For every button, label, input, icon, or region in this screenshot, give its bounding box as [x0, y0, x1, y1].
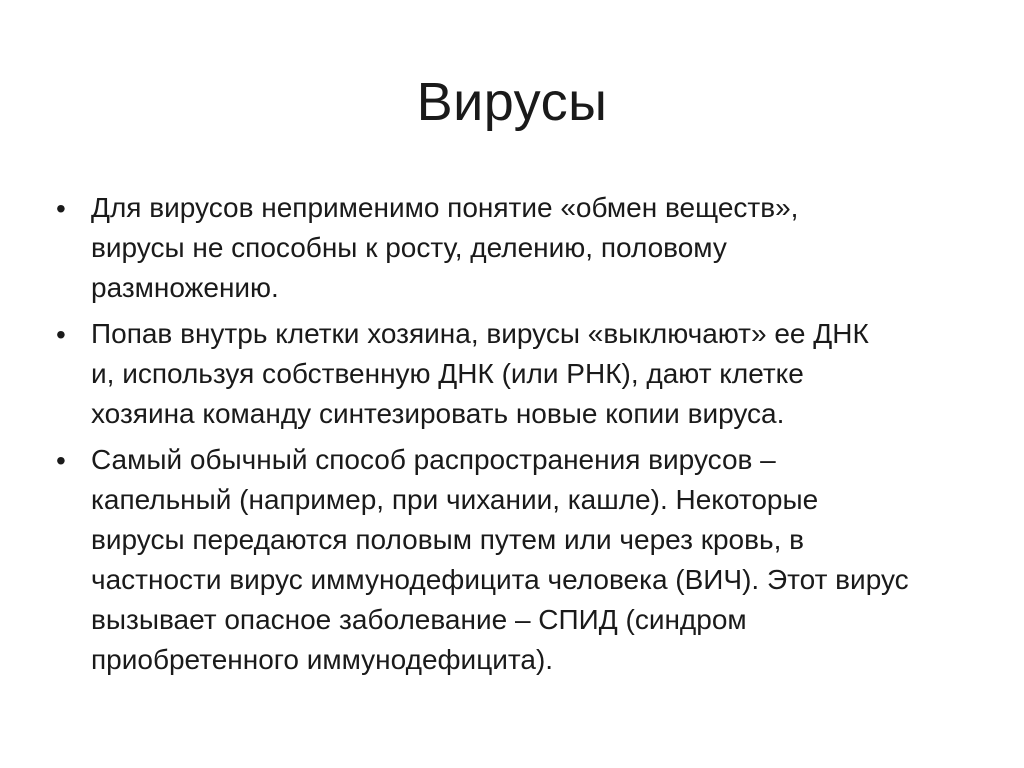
text-line: Самый обычный способ распространения вирусов –: [91, 444, 776, 475]
text-line: хозяина команду синтезировать новые копии вируса.: [91, 398, 785, 429]
bullet-dot-icon: •: [56, 193, 66, 224]
text-line: вызывает опасное заболевание – СПИД (синдром: [91, 604, 747, 635]
text-line: приобретенного иммунодефицита).: [91, 644, 554, 675]
bullet-list: [56, 188, 976, 686]
bullet-dot-icon: •: [56, 445, 66, 476]
bullet-item-1: [56, 188, 976, 308]
bullet-item-2: [56, 314, 976, 434]
bullet-text-2: [91, 314, 976, 434]
text-line: размножению.: [91, 272, 279, 303]
bullet-text-3: [91, 440, 976, 680]
bullet-item-3: [56, 440, 976, 680]
bullet-dot-icon: •: [56, 319, 66, 350]
text-line: вирусы не способны к росту, делению, половому: [91, 232, 727, 263]
text-line: вирусы передаются половым путем или через кровь, в: [91, 524, 805, 555]
slide-title: Вирусы: [416, 72, 608, 132]
text-line: Для вирусов неприменимо понятие «обмен веществ»,: [91, 192, 799, 223]
text-line: капельный (например, при чихании, кашле). Некоторые: [91, 484, 819, 515]
text-line: Попав внутрь клетки хозяина, вирусы «выключают» ее ДНК: [91, 318, 869, 349]
bullet-text-1: [91, 188, 976, 308]
text-line: частности вирус иммунодефицита человека (ВИЧ). Этот вирус: [91, 564, 909, 595]
text-line: и, используя собственную ДНК (или РНК), дают клетке: [91, 358, 804, 389]
